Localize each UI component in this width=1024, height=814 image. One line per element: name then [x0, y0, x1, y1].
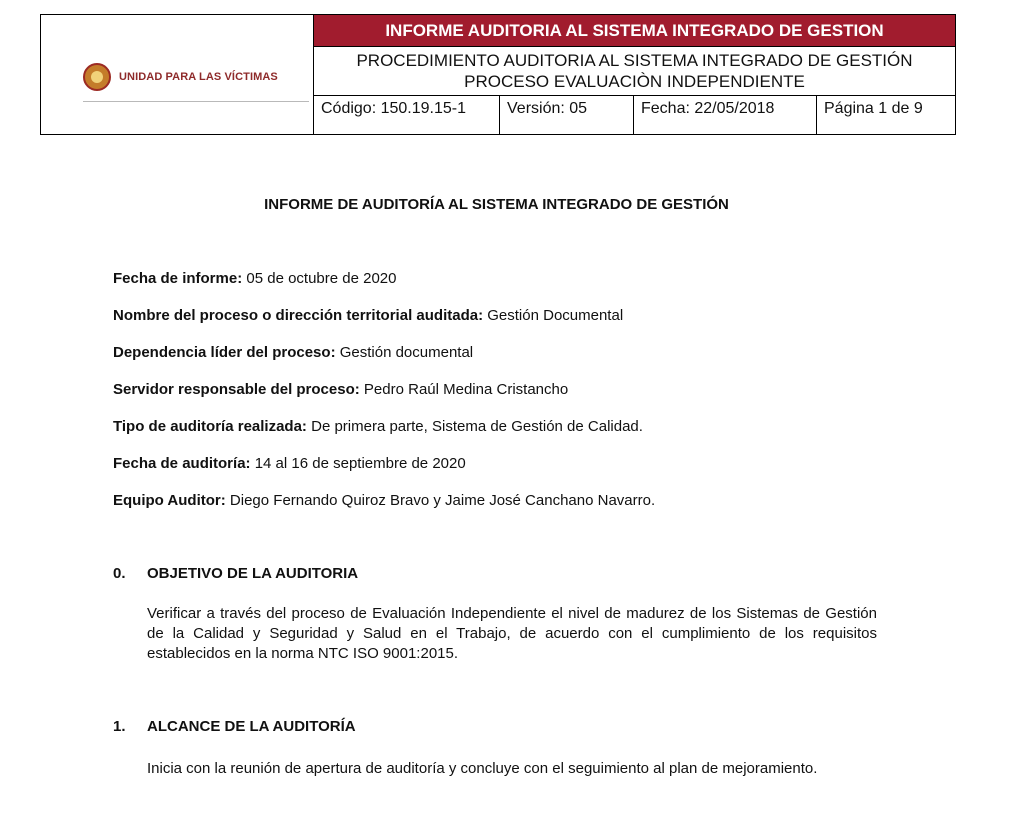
- document-title: INFORME DE AUDITORÍA AL SISTEMA INTEGRADO DE GESTIÓN: [264, 196, 729, 213]
- section-text-objective: Verificar a través del proceso de Evaluación Independiente el nivel de madurez de los Sistemas de Gestión de la Calidad y Seguridad y Salud en el Trabajo, de acuerdo con el cumplimiento de los requisitos establecidos en la norma NTC ISO 9001:2015.: [147, 605, 877, 662]
- header-procedure: PROCEDIMIENTO AUDITORIA AL SISTEMA INTEGRADO DE GESTIÓN: [356, 51, 913, 70]
- field-label: Fecha de auditoría:: [113, 455, 251, 472]
- section-title: ALCANCE DE LA AUDITORÍA: [147, 718, 356, 735]
- field-label: Dependencia líder del proceso:: [113, 344, 336, 361]
- logo: [83, 63, 278, 91]
- coat-of-arms-icon: [83, 63, 111, 91]
- section-title: OBJETIVO DE LA AUDITORIA: [147, 565, 359, 582]
- header-procedure-row: [314, 46, 955, 96]
- document-header: [40, 14, 956, 135]
- section-heading-objective: [113, 565, 358, 582]
- field-audit-team: [113, 492, 655, 509]
- logo-underline: [83, 101, 309, 102]
- field-value: Pedro Raúl Medina Cristancho: [359, 381, 569, 398]
- header-process: PROCESO EVALUACIÒN INDEPENDIENTE: [464, 72, 805, 91]
- header-meta-row: [314, 96, 955, 134]
- field-process-name: [113, 307, 623, 324]
- section-number: 1.: [113, 718, 126, 735]
- header-date: Fecha: 22/05/2018: [633, 96, 816, 134]
- field-responsible-servant: [113, 381, 568, 398]
- field-label: Nombre del proceso o dirección territorial auditada:: [113, 307, 484, 324]
- logo-cell: [41, 15, 314, 134]
- field-label: Fecha de informe:: [113, 270, 243, 287]
- header-code: Código: 150.19.15-1: [321, 100, 466, 117]
- field-label: Tipo de auditoría realizada:: [113, 418, 307, 435]
- field-value: 14 al 16 de septiembre de 2020: [250, 455, 466, 472]
- field-lead-dependency: [113, 344, 473, 361]
- section-number: 0.: [113, 565, 126, 582]
- header-page: Página 1 de 9: [816, 96, 955, 134]
- field-value: Gestión Documental: [483, 307, 624, 324]
- field-audit-date: [113, 455, 466, 472]
- field-value: Gestión documental: [335, 344, 474, 361]
- field-value: Diego Fernando Quiroz Bravo y Jaime José Canchano Navarro.: [225, 492, 656, 509]
- header-version: Versión: 05: [499, 96, 633, 134]
- field-audit-type: [113, 418, 643, 435]
- field-report-date: [113, 270, 397, 287]
- logo-text: UNIDAD PARA LAS VÍCTIMAS: [119, 71, 278, 83]
- field-value: De primera parte, Sistema de Gestión de Calidad.: [306, 418, 643, 435]
- field-value: 05 de octubre de 2020: [242, 270, 397, 287]
- header-title: INFORME AUDITORIA AL SISTEMA INTEGRADO DE GESTION: [314, 15, 955, 46]
- section-text-scope: Inicia con la reunión de apertura de auditoría y concluye con el seguimiento al plan de mejoramiento.: [147, 760, 818, 777]
- section-heading-scope: [113, 718, 356, 735]
- field-label: Servidor responsable del proceso:: [113, 381, 360, 398]
- field-label: Equipo Auditor:: [113, 492, 226, 509]
